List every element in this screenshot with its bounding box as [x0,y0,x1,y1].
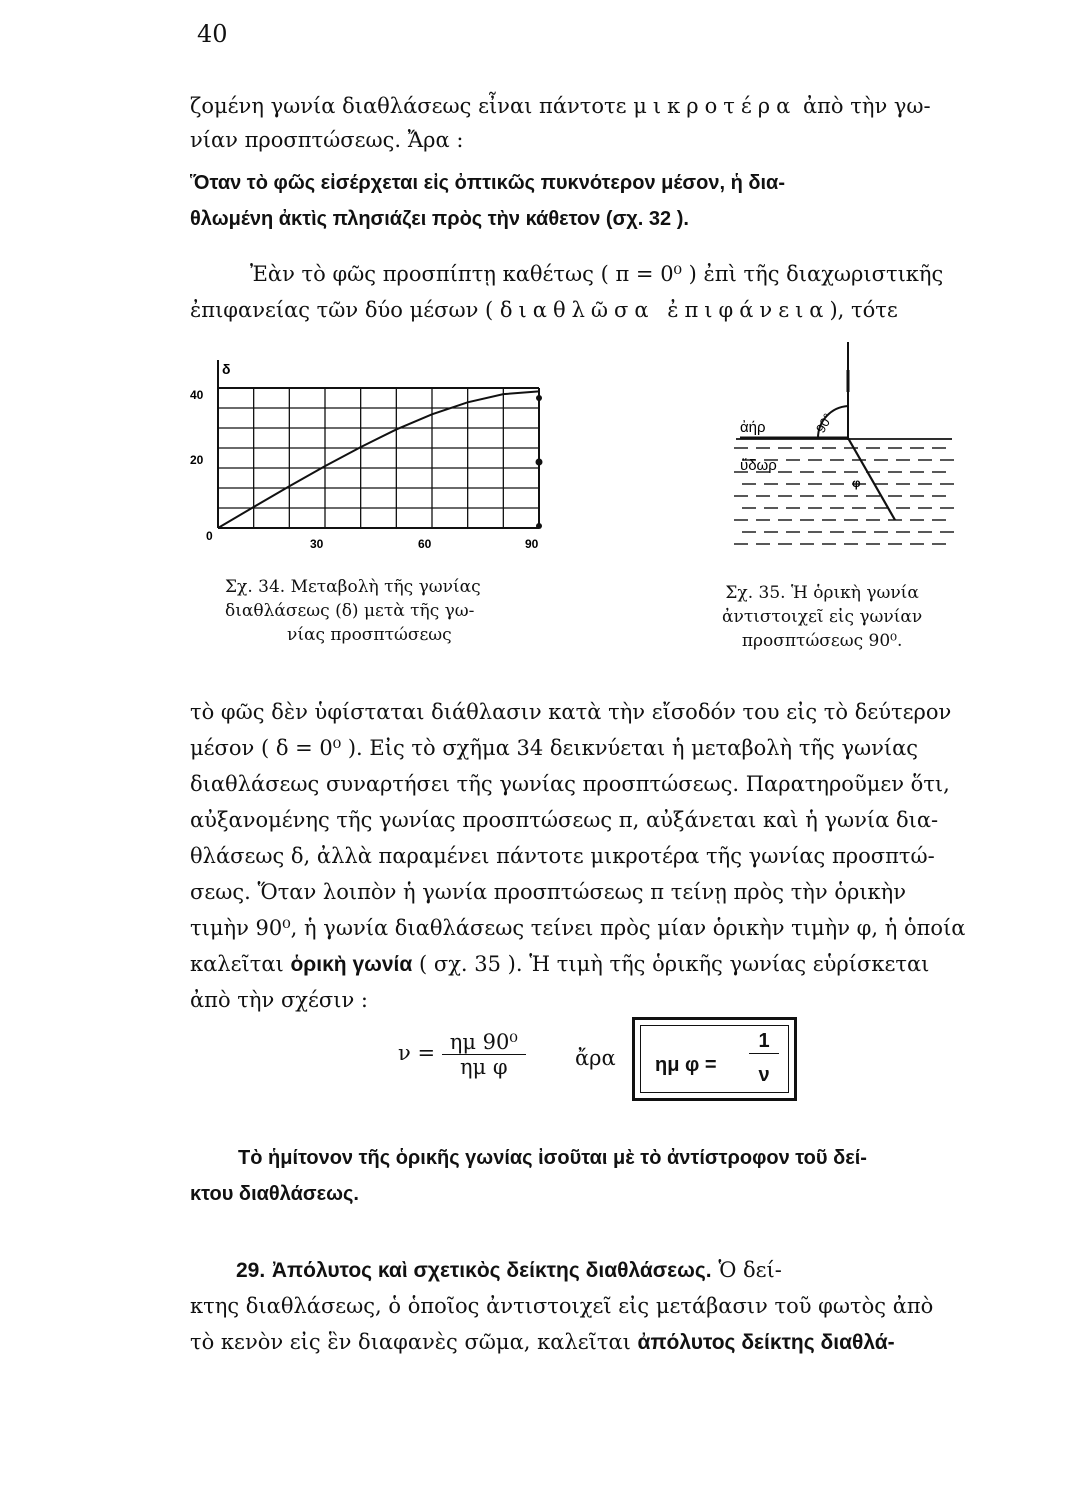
y-tick-20: 20 [190,453,204,467]
formula-ara: ἄρα [575,1046,616,1070]
y-tick-40: 40 [190,388,204,402]
fig34-caption [225,577,481,645]
para3-line2: μέσον ( δ = 0⁰ ). Εἰς τὸ σχῆμα 34 δεικνύεται ἡ μεταβολὴ τῆς γωνίας [190,736,919,760]
angle-90-label: 90° [812,410,836,436]
para3-line4: αὐξανομένης τῆς γωνίας προσπτώσεως π, αὐξάνεται καὶ ἡ γωνία δια- [190,808,939,832]
chart-axes [218,360,539,528]
arrow-marker-bottom [536,523,542,529]
rule2-line2: κτου διαθλάσεως. [190,1183,359,1205]
section-number: 29. [236,1259,266,1282]
fig34-caption-line1: Σχ. 34. Μεταβολὴ τῆς γωνίας [225,577,481,597]
box-numerator: 1 [749,1030,779,1054]
para3-line6: σεως. Ὅταν λοιπὸν ἡ γωνία προσπτώσεως π τείνῃ πρὸς τὴν ὁρικὴν [190,880,907,904]
box-lhs: ημ φ = [655,1054,717,1076]
dot-marker [536,459,543,466]
x-tick-30: 30 [310,537,324,551]
fig34-caption-line3: νίας προσπτώσεως [287,625,452,645]
rule1-line2: θλωμένη ἀκτὶς πλησιάζει πρὸς τὴν κάθετον (σχ. 32 ). [190,208,689,230]
fig35-caption-line3: προσπτώσεως 90⁰. [741,631,903,651]
formula-ratio [398,1030,526,1079]
formula-lhs: ν = [398,1041,436,1065]
section29-line3: τὸ κενὸν εἰς ἓν διαφανὲς σῶμα, καλεῖται ἀπόλυτος δείκτης διαθλά- [190,1330,895,1354]
para3-line1: τὸ φῶς δὲν ὑφίσταται διάθλασιν κατὰ τὴν εἴσοδόν του εἰς τὸ δεύτερον [190,700,952,724]
fig35-caption-line1: Σχ. 35. Ἡ ὁρικὴ γωνία [725,583,919,603]
para1-line2: νίαν προσπτώσεως. Ἄρα : [190,128,464,152]
para3-line3: διαθλάσεως συναρτήσει τῆς γωνίας προσπτώσεως. Παρατηροῦμεν ὅτι, [190,772,950,796]
box-denominator: ν [758,1064,770,1086]
formula-numerator: ημ 90⁰ [442,1030,526,1055]
fig34-caption-line2: διαθλάσεως (δ) μετὰ τῆς γω- [225,601,475,621]
para3-line9: ἀπὸ τὴν σχέσιν : [190,988,368,1012]
x-tick-60: 60 [418,537,432,551]
page-number: 40 [197,20,228,48]
arrow-marker-top [536,395,542,401]
rule1-line1: Ὅταν τὸ φῶς εἰσέρχεται εἰς ὀπτικῶς πυκνότερον μέσον, ἡ δια- [190,172,785,194]
para3-line5: θλάσεως δ, ἀλλὰ παραμένει πάντοτε μικροτέρα τῆς γωνίας προσπτώ- [190,844,935,868]
air-label: ἀήρ [740,419,766,436]
y-axis-label: δ [222,361,231,377]
formula-denominator: ημ φ [459,1055,508,1079]
para1-line1: ζομένη γωνία διαθλάσεως εἶναι πάντοτε μικροτέρα ἀπὸ τὴν γω- [190,94,931,118]
section-title: Ἀπόλυτος καὶ σχετικὸς δείκτης διαθλάσεως. [271,1259,712,1282]
section29-line2: κτης διαθλάσεως, ὁ ὁποῖος ἀντιστοιχεῖ εἰς μετάβασιν τοῦ φωτὸς ἀπὸ [190,1294,934,1318]
phi-label: φ [852,476,861,490]
figure-35-diagram [730,340,960,560]
water-label: ὕδωρ [740,457,777,474]
section29-line1: 29. Ἀπόλυτος καὶ σχετικὸς δείκτης διαθλάσεως. Ὁ δεί- [236,1258,782,1282]
para3-line8: καλεῖται ὁρικὴ γωνία ( σχ. 35 ). Ἡ τιμὴ τῆς ὁρικῆς γωνίας εὑρίσκεται [190,952,930,976]
fig35-caption [722,583,922,651]
para3-line7: τιμὴν 90⁰, ἡ γωνία διαθλάσεως τείνει πρὸς μίαν ὁρικὴν τιμὴν φ, ἡ ὁποία [190,916,966,940]
x-tick-0: 0 [206,529,213,543]
figure-34-chart [190,350,570,560]
para2-line2: ἐπιφανείας τῶν δύο μέσων ( διαθλῶσα ἐπιφάνεια), τότε [190,298,898,322]
rule2-line1: Τὸ ἡμίτονον τῆς ὁρικῆς γωνίας ἰσοῦται μὲ τὸ ἀντίστροφον τοῦ δεί- [238,1147,867,1169]
chart-grid [218,388,539,528]
boxed-formula [632,1017,797,1101]
boxed-formula-inner [640,1025,789,1093]
fig35-caption-line2: ἀντιστοιχεῖ εἰς γωνίαν [722,607,923,627]
x-tick-90: 90 [525,537,539,551]
para2-line1: Ἐὰν τὸ φῶς προσπίπτῃ καθέτως ( π = 0⁰ ) ἐπὶ τῆς διαχωριστικῆς [250,262,944,286]
formula-fraction [442,1030,526,1079]
